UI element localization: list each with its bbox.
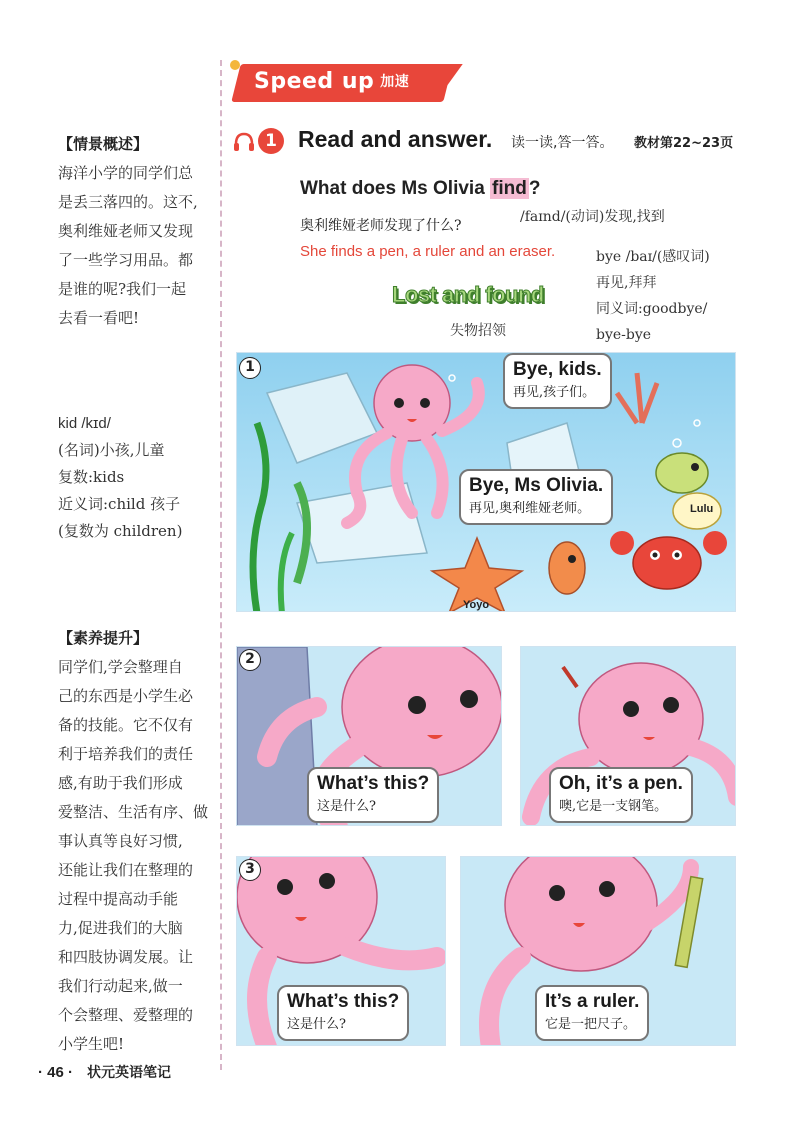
find-note: /faɪnd/(动词)发现,找到 bbox=[520, 209, 665, 225]
bye-note-line: 再见,拜拜 bbox=[596, 275, 657, 291]
literacy-line: 和四肢协调发展。让 bbox=[58, 948, 194, 966]
comic-panel-2-left bbox=[236, 646, 502, 826]
scenario-line: 是谁的呢?我们一起 bbox=[58, 280, 187, 298]
vocab-line: (复数为 children) bbox=[58, 522, 183, 540]
bubble-text-cn: 再见,孩子们。 bbox=[513, 385, 596, 400]
textbook-page-ref: 教材第22~23页 bbox=[634, 136, 734, 151]
seahorse-figure bbox=[549, 542, 585, 594]
question-pre: What does Ms Olivia bbox=[300, 178, 491, 199]
story-title: Lost and found bbox=[392, 282, 544, 307]
question-post: ? bbox=[528, 178, 541, 199]
bubble-text-en: It’s a ruler. bbox=[545, 991, 640, 1012]
bye-note-line: bye-bye bbox=[596, 327, 652, 343]
page-number: · 46 · bbox=[38, 1064, 74, 1081]
exercise-header bbox=[232, 124, 752, 160]
panel-number-3: 3 bbox=[239, 859, 261, 881]
column-divider bbox=[220, 60, 222, 1070]
vocab-line: 近义词:child 孩子 bbox=[58, 495, 181, 513]
vocab-line: 复数:kids bbox=[58, 468, 125, 486]
speech-bubble-bye-ms-olivia bbox=[459, 469, 613, 525]
exercise-title: Read and answer. bbox=[298, 126, 493, 152]
literacy-line: 我们行动起来,做一 bbox=[58, 977, 183, 995]
story-title-cn: 失物招领 bbox=[450, 323, 506, 339]
bubble-text-en: Bye, kids. bbox=[513, 359, 602, 380]
literacy-line: 同学们,学会整理自 bbox=[58, 658, 183, 676]
panel-number-2: 2 bbox=[239, 649, 261, 671]
banner-title-cn: 加速 bbox=[380, 74, 410, 90]
scenario-line: 了一些学习用品。都 bbox=[58, 251, 194, 269]
speech-bubble-bye-kids bbox=[503, 353, 612, 409]
name-tag-lulu: Lulu bbox=[690, 503, 714, 515]
banner-title: Speed up bbox=[254, 69, 375, 94]
sidebar-literacy bbox=[58, 624, 208, 1059]
bubble-text-cn: 噢,它是一支钢笔。 bbox=[559, 799, 668, 814]
bubble-text-en: What’s this? bbox=[287, 991, 400, 1012]
vocab-line: kid /kɪd/ bbox=[58, 415, 111, 432]
literacy-line: 利于培养我们的责任 bbox=[58, 745, 194, 763]
panel-number-1: 1 bbox=[239, 357, 261, 379]
name-tag-yoyo: Yoyo bbox=[463, 599, 490, 611]
bye-note-line: 同义词:goodbye/ bbox=[596, 301, 708, 317]
sidebar-vocab-kid bbox=[58, 410, 208, 545]
literacy-line: 个会整理、爱整理的 bbox=[58, 1006, 194, 1024]
bubble-text-cn: 这是什么? bbox=[287, 1017, 346, 1032]
bubble-text-cn: 再见,奥利维娅老师。 bbox=[469, 501, 591, 516]
scenario-line: 海洋小学的同学们总 bbox=[58, 164, 194, 182]
headphones-icon[interactable] bbox=[232, 130, 256, 154]
scenario-line: 去看一看吧! bbox=[58, 309, 140, 327]
literacy-heading: 【素养提升】 bbox=[58, 629, 149, 647]
bubble-text-en: Bye, Ms Olivia. bbox=[469, 475, 604, 496]
sidebar-scenario bbox=[58, 130, 208, 333]
literacy-line: 力,促进我们的大脑 bbox=[58, 919, 183, 937]
exercise-subtitle: 读一读,答一答。 bbox=[511, 135, 614, 151]
question-highlight: find bbox=[492, 178, 527, 199]
scenario-line: 奥利维娅老师又发现 bbox=[58, 222, 194, 240]
bubble-text-cn: 这是什么? bbox=[317, 799, 376, 814]
speech-bubble-whats-this bbox=[307, 767, 439, 823]
answer-text: She finds a pen, a ruler and an eraser. bbox=[300, 243, 556, 260]
literacy-line: 过程中提高动手能 bbox=[58, 890, 179, 908]
bubble-text-en: Oh, it’s a pen. bbox=[559, 773, 683, 794]
comic-panel-3-right bbox=[460, 856, 736, 1046]
comic-panel-2-right bbox=[520, 646, 736, 826]
literacy-line: 小学生吧! bbox=[58, 1035, 125, 1053]
literacy-line: 事认真等良好习惯, bbox=[58, 832, 183, 850]
bubble-text-en: What’s this? bbox=[317, 773, 430, 794]
literacy-line: 爱整洁、生活有序、做 bbox=[58, 803, 209, 821]
bubble-text-cn: 它是一把尺子。 bbox=[545, 1017, 637, 1032]
question-text bbox=[300, 178, 540, 200]
speed-up-banner bbox=[236, 64, 448, 102]
literacy-line: 感,有助于我们形成 bbox=[58, 774, 183, 792]
speech-bubble-whats-this-2 bbox=[277, 985, 409, 1041]
book-title: 状元英语笔记 bbox=[87, 1064, 172, 1080]
literacy-line: 还能让我们在整理的 bbox=[58, 861, 194, 879]
bye-note bbox=[596, 244, 710, 348]
comic-panel-1 bbox=[236, 352, 736, 612]
speech-bubble-its-a-pen bbox=[549, 767, 693, 823]
page-footer bbox=[38, 1062, 171, 1082]
bye-note-line: bye /baɪ/(感叹词) bbox=[596, 249, 710, 265]
comic-panel-3-left bbox=[236, 856, 446, 1046]
scenario-line: 是丢三落四的。这不, bbox=[58, 193, 198, 211]
vocab-line: (名词)小孩,儿童 bbox=[58, 441, 165, 459]
exercise-number-badge: 1 bbox=[258, 128, 284, 154]
scenario-heading: 【情景概述】 bbox=[58, 135, 149, 153]
literacy-line: 己的东西是小学生必 bbox=[58, 687, 194, 705]
question-translation: 奥利维娅老师发现了什么? bbox=[300, 218, 462, 234]
literacy-line: 备的技能。它不仅有 bbox=[58, 716, 194, 734]
speech-bubble-its-a-ruler bbox=[535, 985, 649, 1041]
